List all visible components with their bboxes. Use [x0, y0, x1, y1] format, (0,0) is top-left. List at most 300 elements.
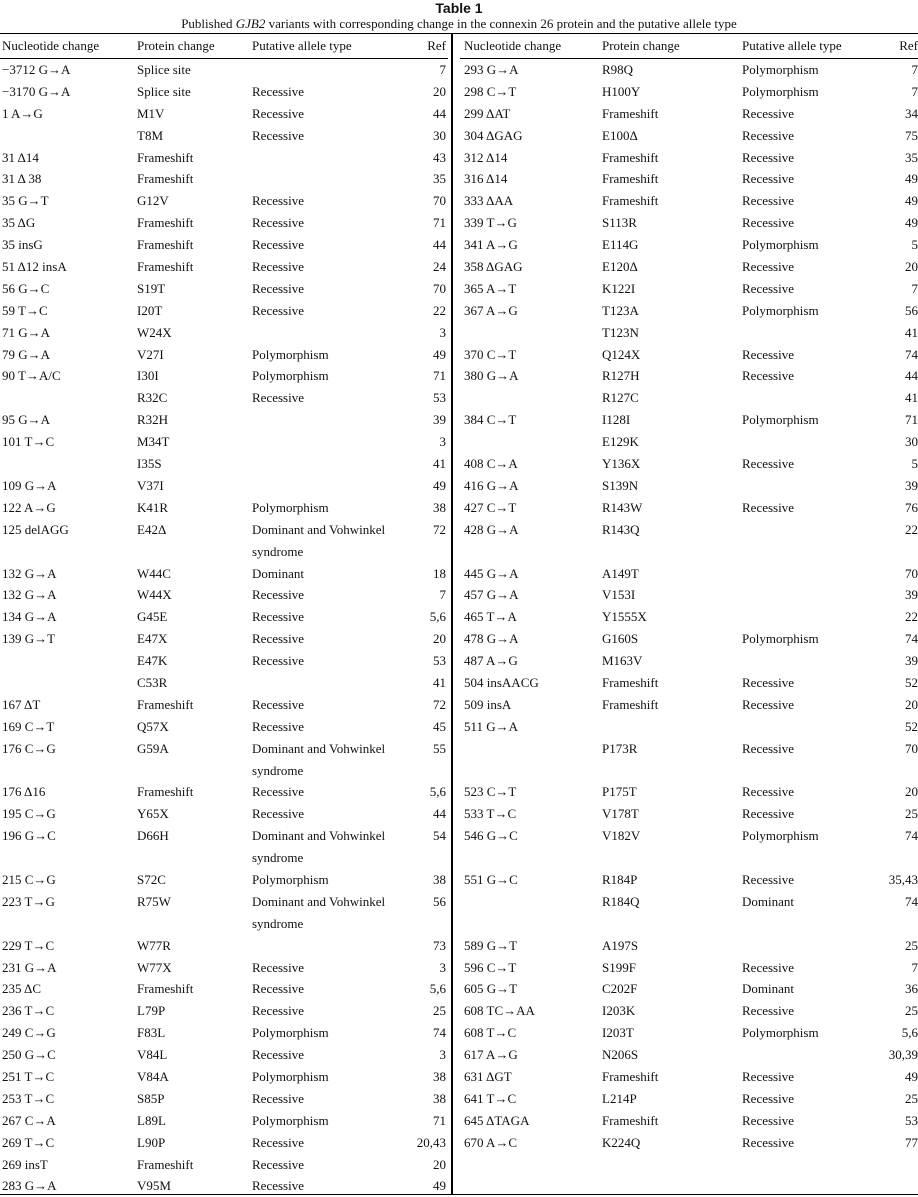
nucleotide-change-cell: 90 T→A/C [2, 368, 61, 384]
nucleotide-change-cell: 299 ΔAT [464, 105, 511, 121]
table-row [460, 1110, 918, 1132]
nucleotide-change-cell: 31 Δ 38 [2, 171, 42, 187]
allele-type-cell [742, 431, 872, 453]
nucleotide-change-cell: 370 C→T [464, 346, 517, 362]
protein-change-cell: H100Y [602, 83, 641, 99]
protein-change-cell: R32C [137, 390, 168, 406]
ref-cell: 71 [433, 215, 446, 231]
nucleotide-change-cell [460, 322, 602, 344]
protein-change-cell: Frameshift [602, 674, 659, 690]
ref-cell: 74 [905, 631, 918, 647]
ref-cell: 49 [905, 171, 918, 187]
protein-change-cell: S139N [602, 477, 639, 493]
protein-change-cell: Y136X [602, 456, 641, 472]
nucleotide-change-cell: 132 G→A [2, 565, 57, 581]
nucleotide-change-cell: 670 A→C [464, 1134, 518, 1150]
protein-change-cell: I203K [602, 1003, 636, 1019]
header-protein-change: Protein change [137, 38, 215, 53]
protein-change-cell: M163V [602, 653, 643, 669]
table-row [460, 869, 918, 891]
table-row [0, 869, 448, 891]
allele-type-cell: Recessive [252, 1090, 304, 1106]
table-row [460, 694, 918, 716]
header-allele-type: Putative allele type [252, 38, 352, 53]
protein-change-cell: G160S [602, 631, 639, 647]
ref-cell: 70 [433, 280, 446, 296]
right-table [460, 34, 918, 1154]
left-table-body [0, 59, 448, 1197]
nucleotide-change-cell: 1 A→G [2, 105, 43, 121]
nucleotide-change-cell [0, 125, 137, 147]
table-row [0, 1088, 448, 1110]
nucleotide-change-cell: 445 G→A [464, 565, 519, 581]
ref-cell: 5,6 [429, 609, 446, 625]
allele-type-cell: Dominant and Vohwinkel syndrome [252, 521, 386, 559]
ref-cell: 22 [905, 609, 918, 625]
right-table-body [460, 59, 918, 1154]
nucleotide-change-cell: 122 A→G [2, 499, 56, 515]
nucleotide-change-cell: 408 C→A [464, 456, 518, 472]
protein-change-cell: Frameshift [602, 1069, 659, 1085]
allele-type-cell: Recessive [742, 872, 794, 887]
nucleotide-change-cell: 511 G→A [464, 718, 519, 734]
protein-change-cell: S113R [602, 215, 637, 231]
allele-type-cell: Polymorphism [742, 412, 819, 428]
protein-change-cell: R32H [137, 412, 169, 428]
table-row [0, 256, 448, 278]
table-row [460, 256, 918, 278]
table-row [0, 825, 448, 869]
nucleotide-change-cell: 267 C→A [2, 1112, 56, 1128]
table-row [460, 803, 918, 825]
ref-cell: 22 [905, 521, 918, 537]
protein-change-cell: E114G [602, 237, 639, 253]
protein-change-cell: W44X [137, 587, 172, 603]
protein-change-cell: G45E [137, 609, 168, 625]
nucleotide-change-cell: 231 G→A [2, 959, 57, 975]
ref-cell: 43 [433, 149, 446, 165]
allele-type-cell: Recessive [252, 806, 304, 822]
allele-type-cell: Recessive [252, 718, 304, 734]
nucleotide-change-cell: 269 T→C [2, 1134, 55, 1150]
protein-change-cell: W44C [137, 565, 171, 581]
protein-change-cell: Frameshift [602, 149, 659, 165]
ref-cell: 7 [911, 62, 918, 77]
ref-cell: 39 [433, 412, 446, 428]
ref-cell: 34 [905, 105, 918, 121]
nucleotide-change-cell: 169 C→T [2, 718, 55, 734]
allele-type-cell: Recessive [742, 806, 794, 822]
protein-change-cell: P175T [602, 784, 637, 800]
ref-cell: 25 [905, 1090, 918, 1106]
header-allele-type: Putative allele type [742, 38, 842, 53]
protein-change-cell: K122I [602, 280, 636, 296]
allele-type-cell: Recessive [742, 456, 794, 472]
nucleotide-change-cell [460, 738, 602, 782]
nucleotide-change-cell: 167 ΔT [2, 696, 41, 712]
ref-cell: 52 [905, 718, 918, 734]
ref-cell: 49 [905, 215, 918, 231]
table-row [0, 387, 448, 409]
nucleotide-change-cell: 59 T→C [2, 302, 48, 318]
protein-change-cell: S85P [137, 1090, 165, 1106]
nucleotide-change-cell: 641 T→C [464, 1090, 517, 1106]
ref-cell: 52 [905, 674, 918, 690]
allele-type-cell: Dominant [742, 981, 794, 997]
nucleotide-change-cell: 195 C→G [2, 806, 56, 822]
allele-type-cell: Recessive [742, 368, 794, 384]
allele-type-cell: Recessive [252, 696, 304, 712]
table-row [0, 475, 448, 497]
nucleotide-change-cell: 56 G→C [2, 280, 50, 296]
table-row [460, 453, 918, 475]
allele-type-cell: Recessive [742, 740, 794, 756]
nucleotide-change-cell: 504 insAACG [464, 674, 539, 690]
table-row [0, 738, 448, 782]
allele-type-cell [742, 1044, 872, 1066]
table-row [0, 957, 448, 979]
allele-type-cell [252, 935, 397, 957]
allele-type-cell: Recessive [742, 215, 794, 231]
nucleotide-change-cell: 71 G→A [2, 324, 51, 340]
protein-change-cell: R127C [602, 390, 639, 406]
nucleotide-change-cell: 645 ΔTAGA [464, 1112, 530, 1128]
allele-type-cell [742, 322, 872, 344]
ref-cell: 18 [433, 565, 446, 581]
table-row [0, 365, 448, 387]
allele-type-cell: Recessive [252, 609, 304, 625]
ref-cell: 44 [433, 105, 446, 121]
table-row [460, 278, 918, 300]
caption-prefix: Published [181, 16, 236, 31]
allele-type-cell: Recessive [252, 237, 304, 253]
allele-type-cell: Recessive [742, 784, 794, 800]
allele-type-cell: Dominant [742, 893, 794, 909]
ref-cell: 3 [439, 434, 446, 450]
ref-cell: 20 [905, 784, 918, 800]
allele-type-cell: Polymorphism [252, 1112, 329, 1128]
allele-type-cell: Dominant and Vohwinkel syndrome [252, 740, 386, 778]
ref-cell: 30,39 [888, 1047, 918, 1063]
protein-change-cell: R143Q [602, 521, 640, 537]
nucleotide-change-cell: 125 delAGG [2, 521, 69, 537]
nucleotide-change-cell: 605 G→T [464, 981, 518, 997]
nucleotide-change-cell: 487 A→G [464, 653, 518, 669]
ref-cell: 74 [905, 346, 918, 362]
protein-change-cell: V84L [137, 1047, 168, 1063]
table-row [0, 650, 448, 672]
table-row [0, 672, 448, 694]
protein-change-cell: P173R [602, 740, 638, 756]
protein-change-cell: R143W [602, 499, 643, 515]
table-row [460, 322, 918, 344]
allele-type-cell: Polymorphism [742, 62, 819, 77]
table-row [0, 497, 448, 519]
protein-change-cell: V182V [602, 828, 641, 844]
ref-cell: 7 [439, 62, 446, 77]
nucleotide-change-cell: 478 G→A [464, 631, 519, 647]
ref-cell: 45 [433, 718, 446, 734]
ref-cell: 72 [433, 521, 446, 537]
allele-type-cell: Recessive [742, 259, 794, 275]
table-row [0, 1154, 448, 1176]
ref-cell: 5 [911, 456, 918, 472]
nucleotide-change-cell: 465 T→A [464, 609, 517, 625]
ref-cell: 38 [433, 1069, 446, 1085]
allele-type-cell [742, 606, 872, 628]
allele-type-cell [252, 147, 397, 169]
table-row [0, 628, 448, 650]
ref-cell: 49 [905, 193, 918, 209]
allele-type-cell: Recessive [252, 259, 304, 275]
allele-type-cell: Recessive [252, 1134, 304, 1150]
table-row [460, 81, 918, 103]
ref-cell: 72 [433, 696, 446, 712]
protein-change-cell: E47K [137, 653, 168, 669]
ref-cell: 38 [433, 1090, 446, 1106]
allele-type-cell [742, 519, 872, 563]
protein-change-cell: A149T [602, 565, 639, 581]
header-nucleotide-change: Nucleotide change [2, 38, 100, 53]
nucleotide-change-cell: 416 G→A [464, 477, 519, 493]
protein-change-cell: E120Δ [602, 259, 638, 275]
nucleotide-change-cell: 79 G→A [2, 346, 51, 362]
protein-change-cell: L89L [137, 1112, 166, 1128]
protein-change-cell: V37I [137, 477, 164, 493]
allele-type-cell: Recessive [742, 193, 794, 209]
nucleotide-change-cell: 546 G→C [464, 828, 518, 844]
table-row [460, 825, 918, 869]
nucleotide-change-cell: 523 C→T [464, 784, 517, 800]
left-table [0, 34, 448, 1197]
allele-type-cell: Recessive [252, 653, 304, 669]
nucleotide-change-cell: 253 T→C [2, 1090, 55, 1106]
protein-change-cell: R184P [602, 872, 638, 887]
protein-change-cell: L79P [137, 1003, 166, 1019]
allele-type-cell: Recessive [252, 83, 304, 99]
ref-cell: 41 [905, 390, 918, 406]
nucleotide-change-cell: 236 T→C [2, 1003, 55, 1019]
protein-change-cell: T8M [137, 127, 163, 143]
table-row [0, 453, 448, 475]
protein-change-cell: W77R [137, 937, 171, 953]
nucleotide-change-cell: 608 TC→AA [464, 1003, 535, 1019]
allele-type-cell [742, 584, 872, 606]
header-nucleotide-change: Nucleotide change [464, 38, 562, 53]
ref-cell: 20 [433, 83, 446, 99]
ref-cell: 41 [433, 674, 446, 690]
allele-type-cell [252, 431, 397, 453]
protein-change-cell: N206S [602, 1047, 639, 1063]
nucleotide-change-cell: 35 ΔG [2, 215, 36, 231]
table-row [460, 497, 918, 519]
nucleotide-change-cell: 109 G→A [2, 477, 57, 493]
allele-type-cell: Polymorphism [742, 631, 819, 647]
table-row [460, 1066, 918, 1088]
table-row [460, 300, 918, 322]
allele-type-cell: Dominant and Vohwinkel syndrome [252, 828, 386, 866]
protein-change-cell: Frameshift [137, 696, 194, 712]
ref-cell: 53 [905, 1112, 918, 1128]
allele-type-cell: Polymorphism [742, 1025, 819, 1041]
allele-type-cell: Recessive [252, 1047, 304, 1063]
ref-cell: 20,43 [416, 1134, 446, 1150]
nucleotide-change-cell: 139 G→T [2, 631, 56, 647]
ref-cell: 35 [433, 171, 446, 187]
protein-change-cell: W24X [137, 324, 172, 340]
nucleotide-change-cell: 312 Δ14 [464, 149, 508, 165]
allele-type-cell: Recessive [742, 171, 794, 187]
protein-change-cell: E129K [602, 434, 639, 450]
nucleotide-change-cell: 367 A→G [464, 302, 518, 318]
table-row [0, 606, 448, 628]
ref-cell: 70 [905, 740, 918, 756]
table-row [0, 431, 448, 453]
caption-gene: GJB2 [235, 16, 266, 31]
protein-change-cell: I30I [137, 368, 159, 384]
table-row [0, 978, 448, 1000]
ref-cell: 7 [439, 587, 446, 603]
nucleotide-change-cell: 333 ΔAA [464, 193, 514, 209]
allele-type-cell: Recessive [742, 1069, 794, 1085]
ref-cell: 54 [433, 828, 446, 844]
ref-cell: 71 [433, 368, 446, 384]
allele-type-cell: Dominant and Vohwinkel syndrome [252, 893, 386, 931]
ref-cell: 25 [905, 806, 918, 822]
table-row [460, 584, 918, 606]
nucleotide-change-cell [460, 387, 602, 409]
nucleotide-change-cell: 35 G→T [2, 193, 49, 209]
ref-cell: 49 [433, 1178, 446, 1194]
allele-type-cell: Recessive [252, 215, 304, 231]
table-row [460, 475, 918, 497]
ref-cell: 70 [905, 565, 918, 581]
ref-cell: 53 [433, 653, 446, 669]
table-row [0, 300, 448, 322]
protein-change-cell: S199F [602, 959, 636, 975]
ref-cell: 35,43 [888, 872, 918, 887]
ref-cell: 74 [905, 828, 918, 844]
protein-change-cell: M34T [137, 434, 170, 450]
ref-cell: 5 [911, 237, 918, 253]
nucleotide-change-cell: 134 G→A [2, 609, 57, 625]
allele-type-cell: Polymorphism [252, 368, 329, 384]
ref-cell: 74 [905, 893, 918, 909]
table-row [0, 278, 448, 300]
allele-type-cell: Recessive [252, 280, 304, 296]
allele-type-cell: Recessive [742, 1003, 794, 1019]
nucleotide-change-cell: 249 C→G [2, 1025, 56, 1041]
table-row [460, 978, 918, 1000]
table-row [460, 365, 918, 387]
protein-change-cell: R75W [137, 893, 171, 909]
protein-change-cell: Frameshift [137, 981, 194, 997]
allele-type-cell: Polymorphism [252, 872, 329, 887]
allele-type-cell: Polymorphism [742, 237, 819, 253]
allele-type-cell: Polymorphism [252, 499, 329, 515]
allele-type-cell [742, 716, 872, 738]
table-row [460, 738, 918, 782]
allele-type-cell: Recessive [742, 127, 794, 143]
nucleotide-change-cell: −3170 G→A [2, 83, 71, 99]
protein-change-cell: Frameshift [137, 259, 194, 275]
ref-cell: 36 [905, 981, 918, 997]
protein-change-cell: L90P [137, 1134, 166, 1150]
protein-change-cell: Frameshift [137, 171, 194, 187]
allele-type-cell: Recessive [252, 390, 304, 406]
table-row [460, 234, 918, 256]
table-row [0, 147, 448, 169]
ref-cell: 41 [433, 456, 446, 472]
table-row [460, 387, 918, 409]
allele-type-cell: Polymorphism [742, 302, 819, 318]
nucleotide-change-cell: 596 C→T [464, 959, 517, 975]
nucleotide-change-cell: −3712 G→A [2, 62, 71, 77]
table-row [0, 694, 448, 716]
allele-type-cell [252, 59, 397, 81]
ref-cell: 3 [439, 324, 446, 340]
ref-cell: 73 [433, 937, 446, 953]
allele-type-cell: Recessive [252, 105, 304, 121]
ref-cell: 38 [433, 872, 446, 887]
allele-type-cell: Recessive [252, 959, 304, 975]
allele-type-cell: Polymorphism [742, 83, 819, 99]
protein-change-cell: Splice site [137, 83, 191, 99]
protein-change-cell: Y65X [137, 806, 169, 822]
header-protein-change: Protein change [602, 38, 680, 53]
ref-cell: 75 [905, 127, 918, 143]
table-row [0, 1175, 448, 1197]
allele-type-cell: Recessive [742, 674, 794, 690]
allele-type-cell: Recessive [742, 959, 794, 975]
nucleotide-change-cell: 223 T→G [2, 893, 55, 909]
protein-change-cell: Frameshift [137, 149, 194, 165]
nucleotide-change-cell: 631 ΔGT [464, 1069, 512, 1085]
allele-type-cell: Recessive [742, 1134, 794, 1150]
nucleotide-change-cell: 533 T→C [464, 806, 517, 822]
protein-change-cell: G12V [137, 193, 169, 209]
ref-cell: 39 [905, 653, 918, 669]
ref-cell: 5,6 [901, 1025, 918, 1041]
ref-cell: 20 [905, 696, 918, 712]
table-row [460, 125, 918, 147]
protein-change-cell: Frameshift [602, 1112, 659, 1128]
table-row [460, 563, 918, 585]
table-row [0, 344, 448, 366]
nucleotide-change-cell: 176 C→G [2, 740, 56, 756]
allele-type-cell [742, 935, 872, 957]
protein-change-cell: E100Δ [602, 127, 638, 143]
allele-type-cell [252, 453, 397, 475]
table-row [460, 1044, 918, 1066]
allele-type-cell: Dominant [252, 565, 304, 581]
nucleotide-change-cell: 269 insT [2, 1156, 48, 1172]
ref-cell: 44 [433, 806, 446, 822]
protein-change-cell: S72C [137, 872, 166, 887]
table-row [460, 1088, 918, 1110]
protein-change-cell: C53R [137, 674, 168, 690]
allele-type-cell: Polymorphism [252, 1025, 329, 1041]
ref-cell: 7 [911, 280, 918, 296]
table-row [0, 935, 448, 957]
ref-cell: 74 [433, 1025, 446, 1041]
allele-type-cell [252, 322, 397, 344]
table-row [0, 563, 448, 585]
table-row [460, 519, 918, 563]
allele-type-cell: Polymorphism [252, 346, 329, 362]
nucleotide-change-cell: 365 A→T [464, 280, 517, 296]
protein-change-cell: M1V [137, 105, 165, 121]
